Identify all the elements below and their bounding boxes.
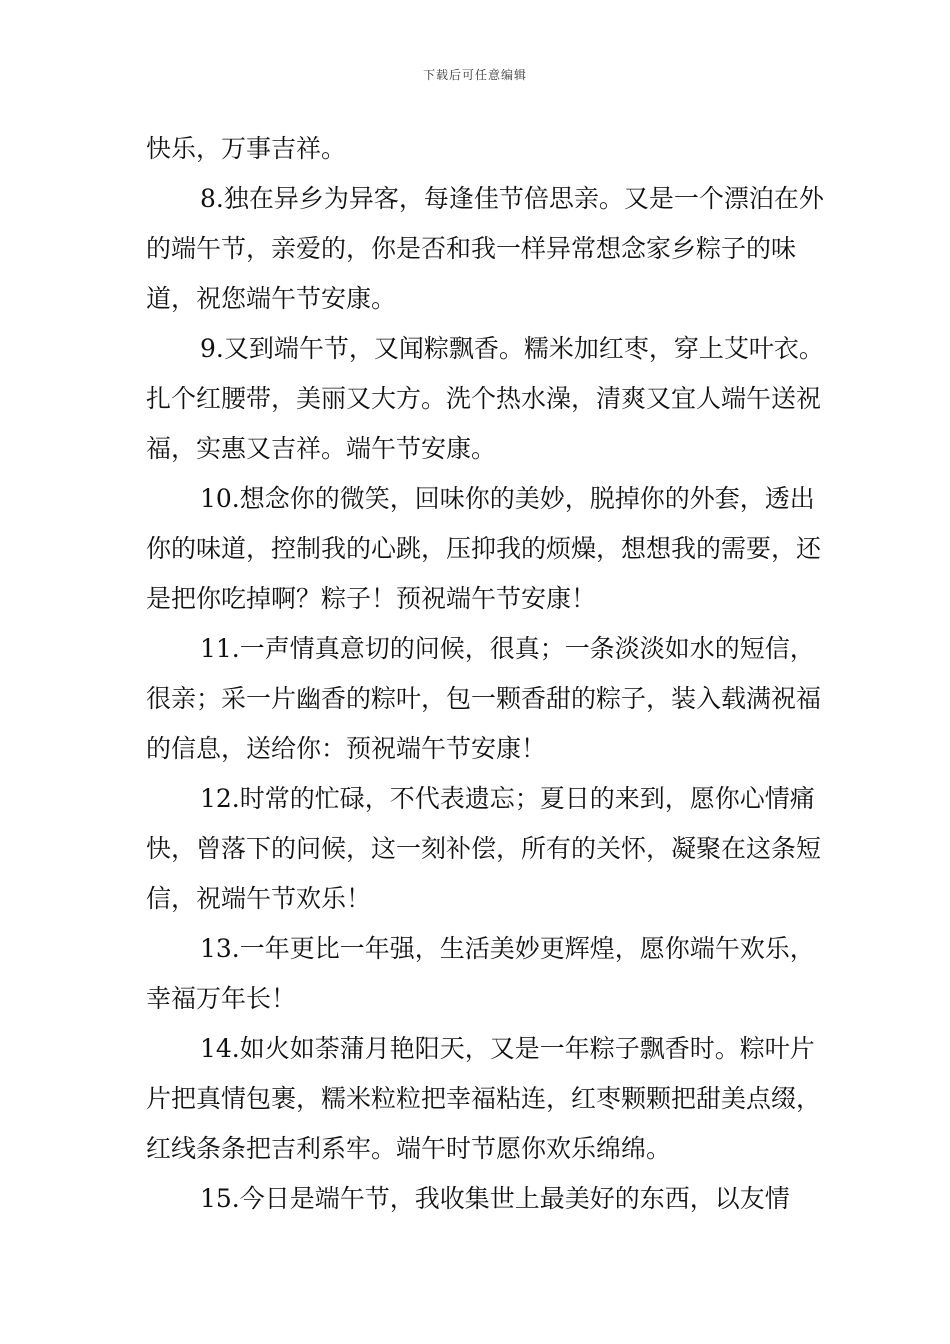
paragraph-item-12: 12.时常的忙碌，不代表遗忘；夏日的来到，愿你心情痛快，曾落下的问候，这一刻补偿，所有的关怀，凝聚在这条短信，祝端午节欢乐！ bbox=[146, 784, 822, 913]
paragraph-item-9: 9.又到端午节，又闻粽飘香。糯米加红枣，穿上艾叶衣。扎个红腰带，美丽又大方。洗个热水澡，清爽又宜人端午送祝福，实惠又吉祥。端午节安康。 bbox=[146, 334, 824, 463]
paragraph-continuation: 快乐，万事吉祥。 bbox=[146, 134, 347, 163]
paragraph-item-10: 10.想念你的微笑，回味你的美妙，脱掉你的外套，透出你的味道，控制我的心跳，压抑我的烦燥，想想我的需要，还是把你吃掉啊？粽子！预祝端午节安康！ bbox=[146, 484, 822, 613]
paragraph-item-15: 15.今日是端午节，我收集世上最美好的东西，以友情 bbox=[200, 1184, 790, 1213]
document-body bbox=[146, 124, 826, 1224]
paragraph-item-8: 8.独在异乡为异客，每逢佳节倍思亲。又是一个漂泊在外的端午节，亲爱的，你是否和我一样异常想念家乡粽子的味道，祝您端午节安康。 bbox=[146, 184, 824, 313]
page-header: 下载后可任意编辑 bbox=[422, 68, 527, 82]
paragraph-item-13: 13.一年更比一年强，生活美妙更辉煌，愿你端午欢乐，幸福万年长！ bbox=[146, 934, 815, 1013]
paragraph-item-14: 14.如火如荼蒲月艳阳天，又是一年粽子飘香时。粽叶片片把真情包裹，糯米粒粒把幸福粘连，红枣颗颗把甜美点缀，红线条条把吉利系牢。端午时节愿你欢乐绵绵。 bbox=[146, 1034, 822, 1163]
paragraph-item-11: 11.一声情真意切的问候，很真；一条淡淡如水的短信，很亲；采一片幽香的粽叶，包一颗香甜的粽子，装入载满祝福的信息，送给你：预祝端午节安康！ bbox=[146, 634, 822, 763]
